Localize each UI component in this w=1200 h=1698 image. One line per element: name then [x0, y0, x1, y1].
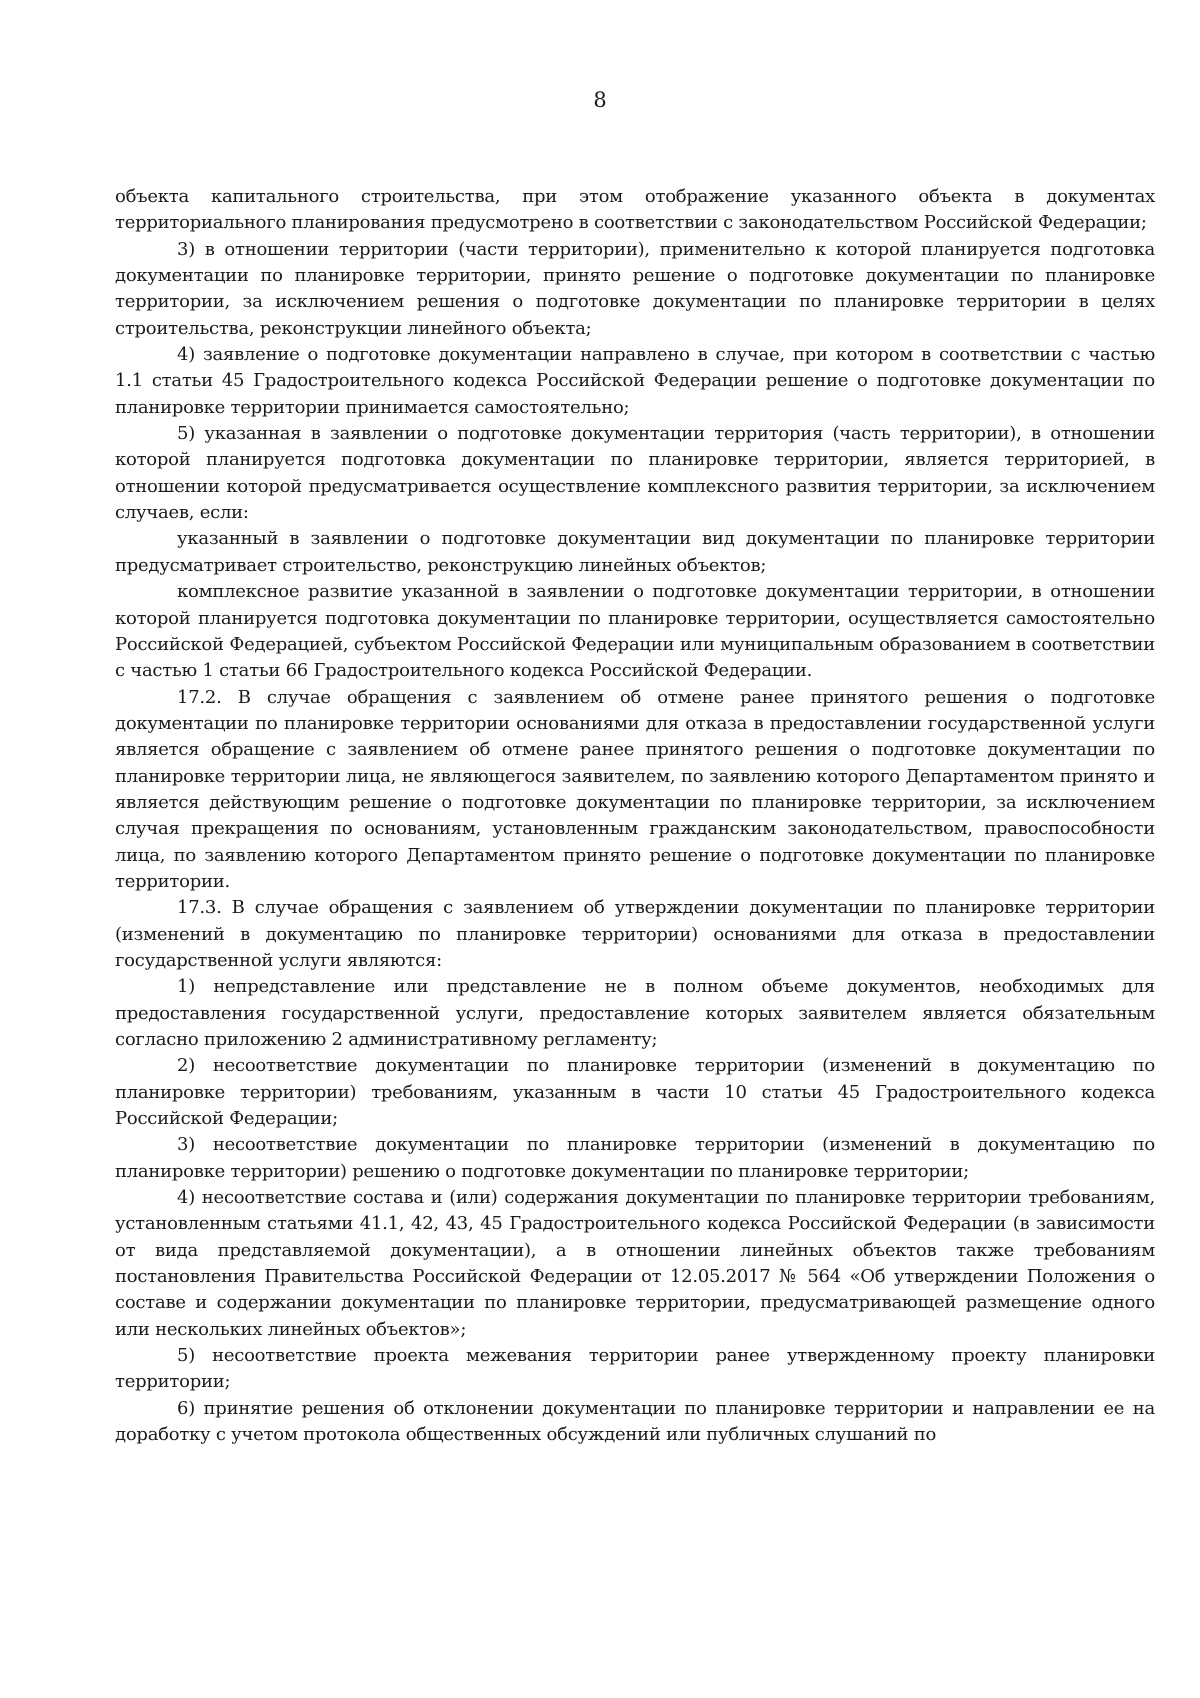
paragraph-5: комплексное развитие указанной в заявлении о подготовке документации территории, в отношении которой планируется подготовка документации по планировке территории, осуществляется самостоятельно Российской Федерацией, субъектом Российской Федерации или муниципальным образованием в соответствии с частью 1 статьи 66 Градостроительного кодекса Российской Федерации. — [115, 581, 1155, 682]
paragraph-4: указанный в заявлении о подготовке документации вид документации по планировке территории предусматривает строительство, реконструкцию линейных объектов; — [115, 528, 1155, 576]
paragraph-12: 5) несоответствие проекта межевания территории ранее утвержденному проекту планировки территории; — [115, 1345, 1155, 1393]
paragraph-6: 17.2. В случае обращения с заявлением об отмене ранее принятого решения о подготовке документации по планировке территории основаниями для отказа в предоставлении государственной услуги является обращение с заявлением об отмене ранее принятого решения о подготовке документации по планировке территории лица, не являющегося заявителем, по заявлению которого Департаментом принято и является действующим решение о подготовке документации по планировке территории, за исключением случая прекращения по основаниям, установленным гражданским законодательством, правоспособности лица, по заявлению которого Департаментом принято решение о подготовке документации по планировке территории. — [115, 686, 1155, 892]
document-body — [115, 184, 1155, 1449]
paragraph-2: 4) заявление о подготовке документации направлено в случае, при котором в соответствии с частью 1.1 статьи 45 Градостроительного кодекса Российской Федерации решение о подготовке документации по планировке территории принимается самостоятельно; — [115, 344, 1155, 418]
paragraph-11: 4) несоответствие состава и (или) содержания документации по планировке территории требованиям, установленным статьями 41.1, 42, 43, 45 Градостроительного кодекса Российской Федерации (в зависимости от вида представляемой документации), а в отношении линейных объектов также требованиям постановления Правительства Российской Федерации от 12.05.2017 № 564 «Об утверждении Положения о составе и содержании документации по планировке территории, предусматривающей размещение одного или нескольких линейных объектов»; — [115, 1187, 1155, 1340]
paragraph-7: 17.3. В случае обращения с заявлением об утверждении документации по планировке территории (изменений в документацию по планировке территории) основаниями для отказа в предоставлении государственной услуги являются: — [115, 897, 1155, 971]
paragraph-1: 3) в отношении территории (части территории), применительно к которой планируется подготовка документации по планировке территории, принято решение о подготовке документации по планировке территории, за исключением решения о подготовке документации по планировке территории в целях строительства, реконструкции линейного объекта; — [115, 238, 1155, 339]
paragraph-0: объекта капитального строительства, при этом отображение указанного объекта в документах территориального планирования предусмотрено в соответствии с законодательством Российской Федерации; — [115, 186, 1155, 234]
paragraph-13: 6) принятие решения об отклонении документации по планировке территории и направлении ее на доработку с учетом протокола общественных обсуждений или публичных слушаний по — [115, 1397, 1155, 1446]
paragraph-8: 1) непредставление или представление не в полном объеме документов, необходимых для предоставления государственной услуги, предоставление которых заявителем является обязательным согласно приложению 2 административному регламенту; — [115, 976, 1155, 1050]
page-number: 8 — [593, 88, 607, 112]
paragraph-3: 5) указанная в заявлении о подготовке документации территория (часть территории), в отношении которой планируется подготовка документации по планировке территории, является территорией, в отношении которой предусматривается осуществление комплексного развития территории, за исключением случаев, если: — [115, 423, 1155, 524]
paragraph-10: 3) несоответствие документации по планировке территории (изменений в документацию по планировке территории) решению о подготовке документации по планировке территории; — [115, 1134, 1155, 1182]
paragraph-9: 2) несоответствие документации по планировке территории (изменений в документацию по планировке территории) требованиям, указанным в части 10 статьи 45 Градостроительного кодекса Российской Федерации; — [115, 1055, 1155, 1130]
